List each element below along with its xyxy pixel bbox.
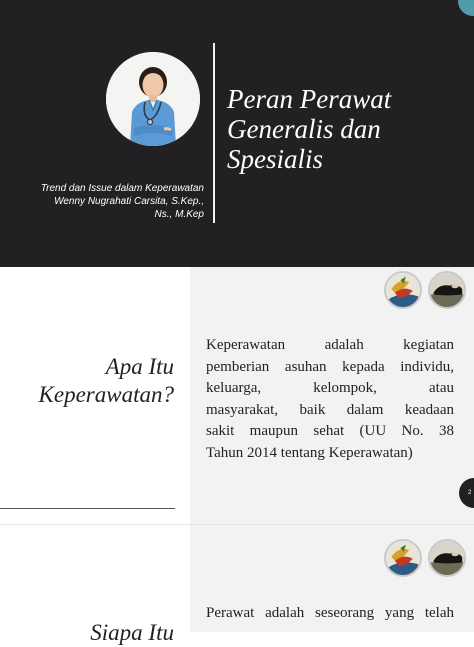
title-line: Peran Perawat: [227, 84, 392, 114]
paragraph-line: Tahun 2014 tentang Keperawatan): [206, 444, 413, 461]
title-divider: [213, 43, 215, 223]
decorative-circle-image: [428, 539, 466, 577]
decorative-circle-image: [384, 539, 422, 577]
title-slide: [0, 0, 474, 267]
heading-line: Apa Itu: [105, 354, 174, 379]
definition-paragraph: [206, 335, 454, 464]
title-line: Generalis dan: [227, 114, 381, 144]
next-slide: [0, 524, 474, 645]
nurse-photo-avatar: [106, 52, 200, 146]
paragraph-line: sakit maupun sehat (UU No. 38: [206, 423, 454, 439]
subtitle-line: Wenny Nugrahati Carsita, S.Kep.,: [54, 196, 204, 207]
title-line: Spesialis: [227, 144, 324, 174]
presentation-subtitle: [8, 182, 204, 221]
shoe-icon: [430, 541, 464, 575]
slide-heading: [39, 353, 174, 409]
heading-line: Siapa Itu: [90, 620, 174, 645]
subtitle-line: Trend dan Issue dalam Keperawatan: [40, 183, 204, 194]
nurse-illustration: [106, 52, 200, 146]
flower-icon: [386, 273, 420, 307]
definition-slide: [0, 267, 474, 524]
definition-paragraph: [206, 603, 454, 625]
paragraph-line: Perawat adalah seseorang yang telah: [206, 605, 454, 621]
presentation-title: [227, 84, 467, 174]
heading-line: Keperawatan?: [38, 382, 174, 407]
subtitle-line: Ns., M.Kep: [154, 209, 204, 220]
paragraph-line: masyarakat, baik dalam keadaan: [206, 401, 454, 418]
flower-icon: [386, 541, 420, 575]
page-number-badge: 2: [459, 478, 474, 508]
paragraph-line: Keperawatan adalah kegiatan: [206, 337, 454, 353]
decorative-circle-image: [384, 271, 422, 309]
paragraph-line: keluarga, kelompok, atau: [206, 380, 454, 396]
slide-heading: [90, 619, 174, 647]
shoe-icon: [430, 273, 464, 307]
corner-accent-circle: [458, 0, 474, 16]
decorative-circle-image: [428, 271, 466, 309]
heading-underline: [0, 508, 175, 509]
paragraph-line: pemberian asuhan kepada individu,: [206, 358, 454, 375]
